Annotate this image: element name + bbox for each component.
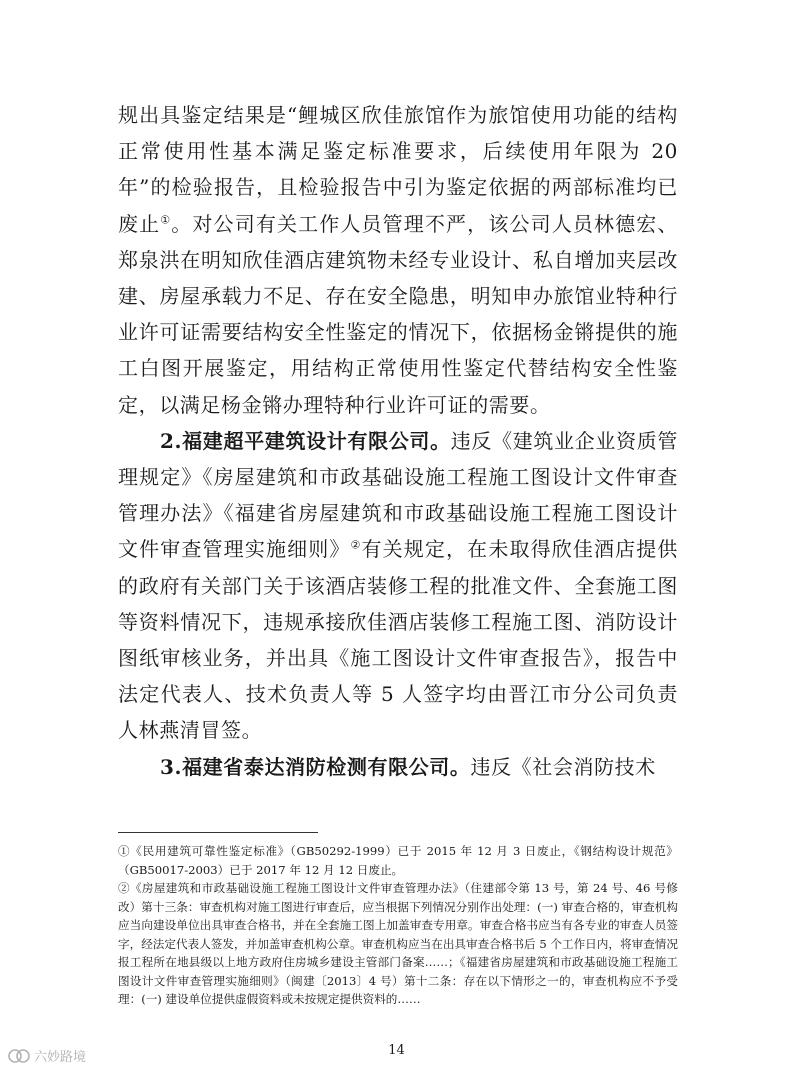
footnotes <box>118 842 678 1009</box>
paragraph-3-heading: 3.福建省泰达消防检测有限公司。 <box>160 754 471 779</box>
paragraph-2-heading: 2.福建超平建筑设计有限公司。 <box>160 428 451 453</box>
footnote-2: ②《房屋建筑和市政基础设施工程施工图设计文件审查管理办法》（住建部令第 13 号，第 24 号、46 号修改）第十三条：审查机构对施工图进行审查后，应当根据下列情况分别作出处理：(一) 审查合格的，审查机构应当向建设单位出具审查合格书，并在全套施工图上加盖审查专用章。审查合格书应当有各专业的审查人员签字，经法定代表人签发，并加盖审查机构公章。审查机构应当在出具审查合格书后 5 个工作日内，将审查情况报工程所在地县级以上地方政府住房城乡建设主管部门备案……；《福建省房屋建筑和市政基础设施工程施工图设计文件审查管理实施细则》（闽建〔2013〕4 号）第十二条：存在以下情形之一的，审查机构应不予受理：(一) 建设单位提供虚假资料或未按规定提供资料的…… <box>118 881 678 1006</box>
paragraph-1-rest: 。对公司有关工作人员管理不严，该公司人员林德宏、郑泉洪在明知欣佳酒店建筑物未经专业设计、私自增加夹层改建、房屋承载力不足、存在安全隐患，明知申办旅馆业特种行业许可证需要结构安全性鉴定的情况下，依据杨金锵提供的施工白图开展鉴定，用结构正常使用性鉴定代替结构安全性鉴定，以满足杨金锵办理特种行业许可证的需要。 <box>118 211 678 417</box>
paragraph-1-text: 规出具鉴定结果是“鲤城区欣佳旅馆作为旅馆使用功能的结构正常使用性基本满足鉴定标准要求，后续使用年限为 20 年”的检验报告，且检验报告中引为鉴定依据的两部标准均已废止 <box>118 103 678 236</box>
watermark-text: 六妙路境 <box>34 1050 87 1065</box>
footnote-ref-2: ② <box>350 538 362 552</box>
footnote-1: ①《民用建筑可靠性鉴定标准》（GB50292-1999）已于 2015 年 12 月 3 日废止，《钢结构设计规范》（GB50017-2003）已于 2017 年 12 月 12 日废止。 <box>118 844 678 877</box>
paragraph-3-text: 违反《社会消防技术 <box>470 754 656 779</box>
paragraph-3 <box>118 749 678 785</box>
paragraph-2-text-b: 有关规定，在未取得欣佳酒店提供的政府有关部门关于该酒店装修工程的批准文件、全套施工图等资料情况下，违规承接欣佳酒店装修工程施工图、消防设计图纸审核业务，并出具《施工图设计文件审查报告》，报告中法定代表人、技术负责人等 5 人签字均由晋江市分公司负责人林燕清冒签。 <box>118 537 678 743</box>
paragraph-2 <box>118 423 678 749</box>
body-text <box>118 97 678 785</box>
watermark <box>8 1046 86 1065</box>
paragraph-2-text-a: 违反《建筑业企业资质管理规定》《房屋建筑和市政基础设施工程施工图设计文件审查管理办法》《福建省房屋建筑和市政基础设施工程施工图设计文件审查管理实施细则》 <box>118 428 678 562</box>
page-number: 14 <box>388 1043 405 1058</box>
paragraph-1 <box>118 97 678 423</box>
footnote-divider <box>118 832 318 833</box>
logo-mark-icon <box>8 1047 30 1065</box>
footnote-ref-1: ① <box>160 212 172 226</box>
